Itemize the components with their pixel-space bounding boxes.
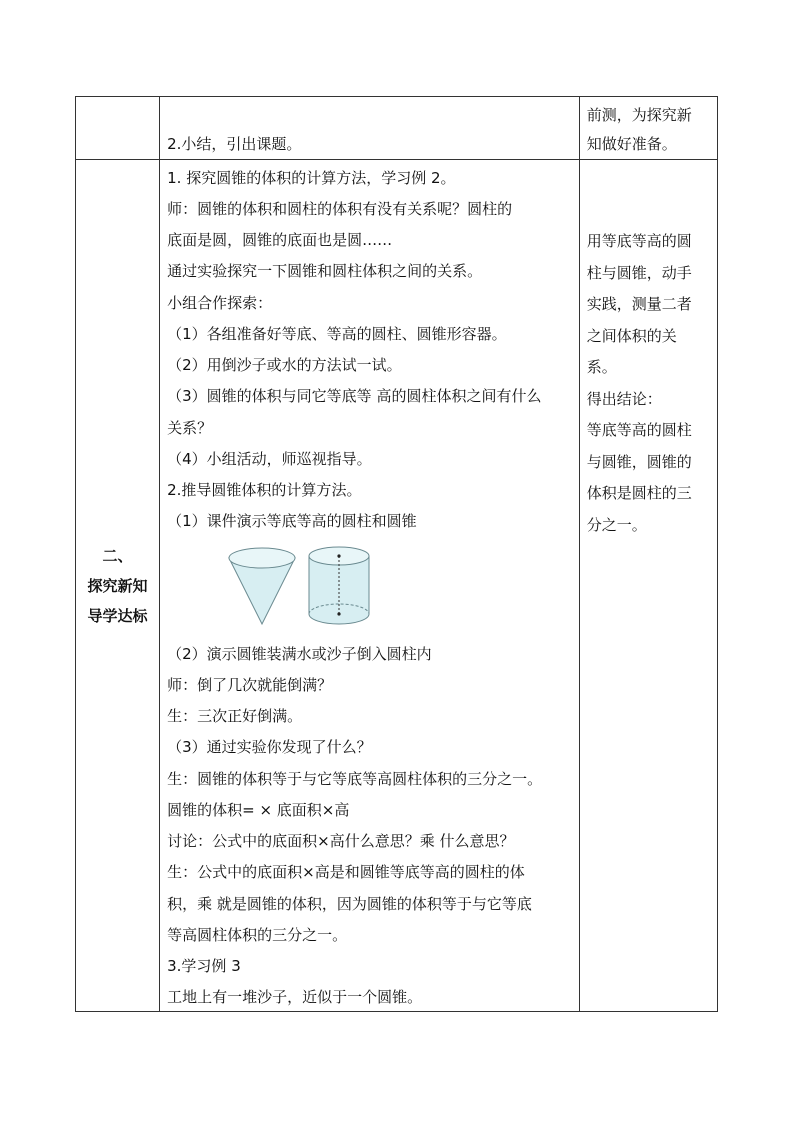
content-line: 生：三次正好倒满。 [167, 707, 303, 725]
content-line: 3.学习例 3 [167, 957, 241, 975]
content-line: 通过实验探究一下圆锥和圆柱体积之间的关系。 [167, 262, 483, 280]
design-note-cell [579, 160, 717, 1012]
content-line: 关系？ [167, 419, 213, 437]
design-note: 前测，为探究新 知做好准备。 [586, 106, 692, 153]
stage-cell-empty [76, 97, 160, 160]
content-cell [160, 97, 580, 160]
design-note: 用等底等高的圆 柱与圆锥，动手 实践，测量二者 之间体积的关 系。 得出结论： 等底等高的圆柱 与圆锥，圆锥的 体积是圆柱的三 分之一。 [586, 232, 692, 534]
lesson-plan-table [75, 96, 718, 1012]
cylinder-shape [309, 547, 369, 624]
summary-text: 2.小结，引出课题。 [167, 135, 302, 153]
content-line: （1）各组准备好等底、等高的圆柱、圆锥形容器。 [167, 325, 507, 343]
stage-number: 二、 [102, 546, 133, 565]
table-row [76, 160, 718, 1012]
content-line: （2）演示圆锥装满水或沙子倒入圆柱内 [167, 645, 432, 663]
content-line: 生：公式中的底面积×高是和圆锥等底等高的圆柱的体 [167, 863, 525, 881]
content-line: 小组合作探索： [167, 294, 273, 312]
content-line: 1. 探究圆锥的体积的计算方法，学习例 2。 [167, 169, 456, 187]
content-line: 师：倒了几次就能倒满？ [167, 676, 333, 694]
content-line: （2）用倒沙子或水的方法试一试。 [167, 356, 402, 374]
content-line: 等高圆柱体积的三分之一。 [167, 926, 348, 944]
content-line: 讨论：公式中的底面积×高什么意思？乘 什么意思？ [167, 832, 515, 850]
content-line: （3）圆锥的体积与同它等底等 高的圆柱体积之间有什么 [167, 387, 542, 405]
design-note-cell [579, 97, 717, 160]
content-line: 2.推导圆锥体积的计算方法。 [167, 481, 362, 499]
cone-shape [229, 548, 295, 624]
cone-cylinder-figure [228, 546, 378, 628]
stage-cell [76, 160, 160, 1012]
content-cell [160, 160, 580, 1012]
cone-cylinder-illustration [228, 546, 378, 628]
content-line: 师：圆锥的体积和圆柱的体积有没有关系呢？圆柱的 [167, 200, 513, 218]
content-line: 生：圆锥的体积等于与它等底等高圆柱体积的三分之一。 [167, 770, 543, 788]
content-line: （4）小组活动，师巡视指导。 [167, 450, 372, 468]
content-line: （1）课件演示等底等高的圆柱和圆锥 [167, 512, 417, 530]
stage-title-line1: 探究新知 [87, 576, 148, 595]
content-line: 圆锥的体积= × 底面积×高 [167, 801, 350, 819]
stage-title-line2: 导学达标 [87, 606, 148, 625]
content-line: 底面是圆，圆锥的底面也是圆…… [167, 231, 393, 249]
content-line: 积，乘 就是圆锥的体积，因为圆锥的体积等于与它等底 [167, 895, 532, 913]
content-line: （3）通过实验你发现了什么？ [167, 738, 372, 756]
content-line: 工地上有一堆沙子，近似于一个圆锥。 [167, 988, 423, 1006]
table-row [76, 97, 718, 160]
